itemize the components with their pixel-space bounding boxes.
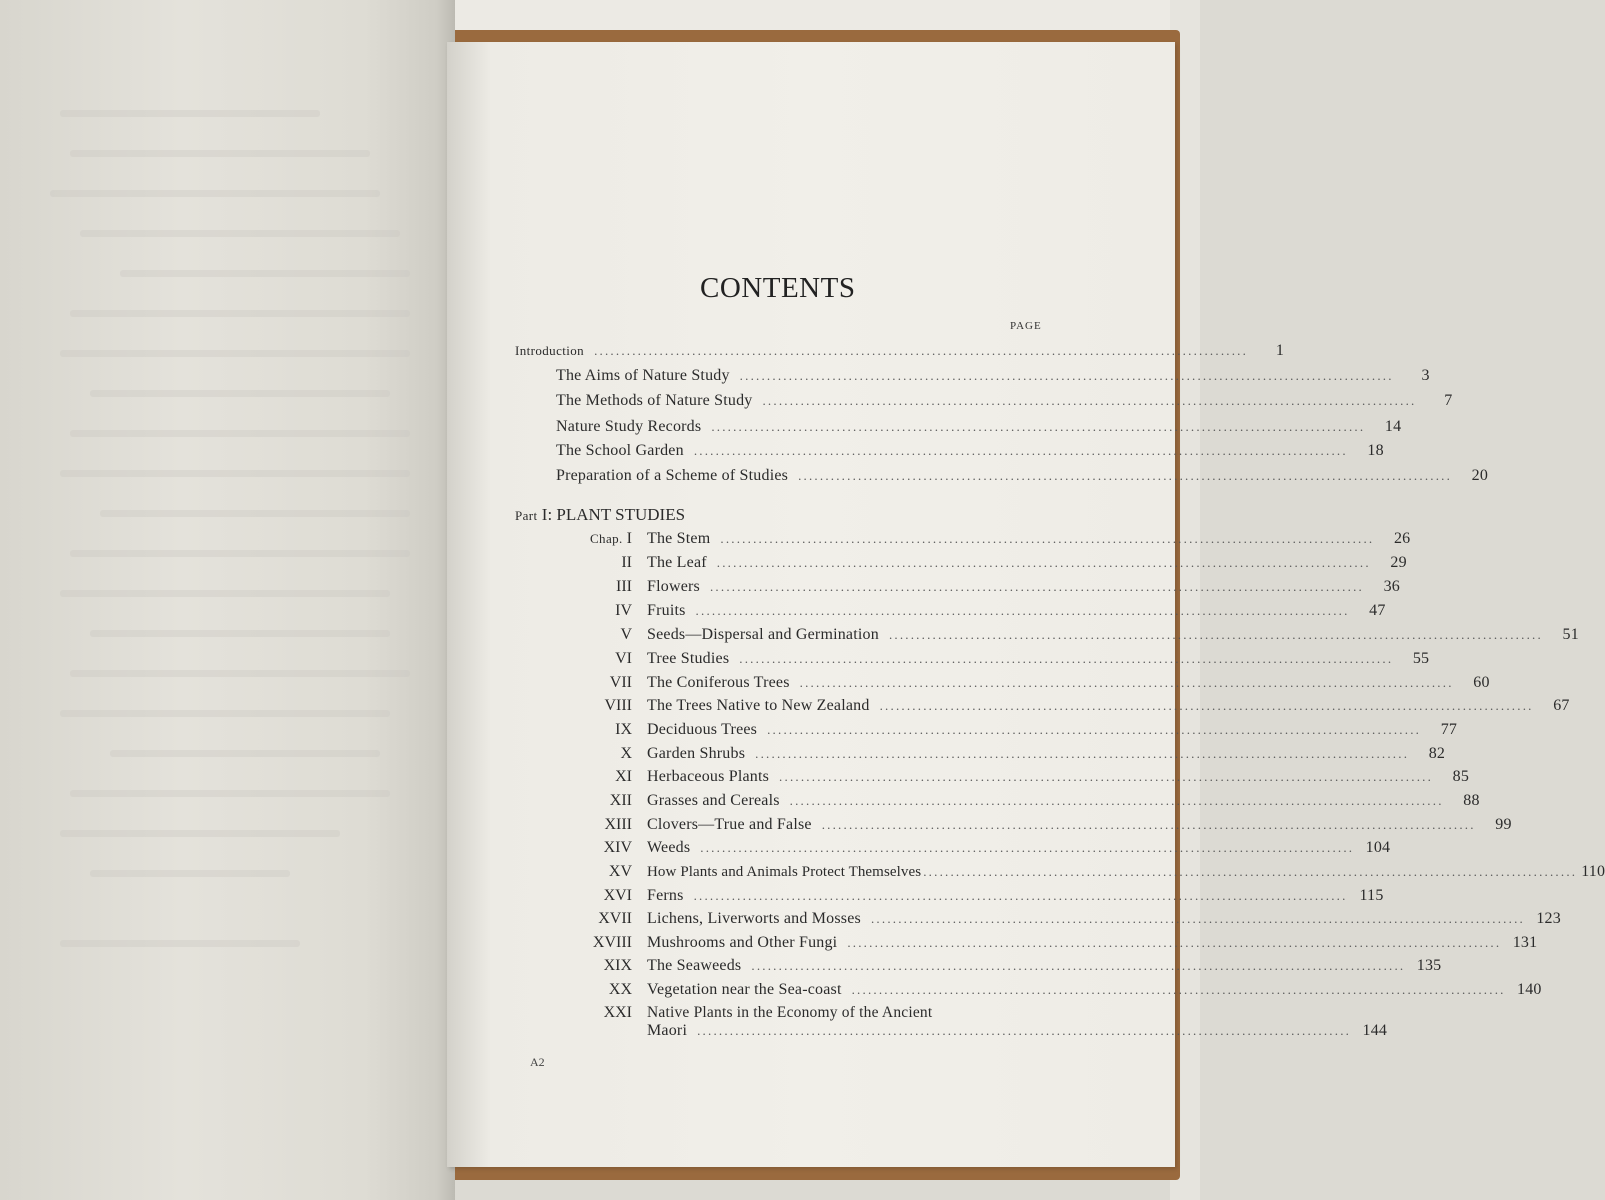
chapter-number: XVI [603, 887, 632, 904]
left-page [0, 0, 455, 1200]
toc-page-number: 131 [1512, 934, 1538, 951]
chapter-number: XII [609, 792, 632, 809]
toc-page-number: 51 [1562, 626, 1579, 643]
toc-row-chapter [647, 792, 1480, 810]
show-through-line [90, 390, 390, 397]
toc-title: Preparation of a Scheme of Studies [556, 467, 789, 484]
toc-row-chapter [647, 745, 1446, 763]
chapter-number: XIV [603, 839, 632, 856]
toc-page-number: 26 [1393, 530, 1411, 547]
toc-row-chapter [647, 768, 1470, 786]
show-through-line [50, 190, 380, 197]
dot-leader: ........................................................................................................................ [739, 651, 1394, 666]
dot-leader: ........................................................................................................................ [693, 443, 1348, 458]
toc-page-number: 104 [1365, 839, 1391, 856]
show-through-line [60, 940, 300, 947]
toc-page-number: 99 [1495, 816, 1512, 833]
toc-title: The School Garden [556, 442, 684, 459]
dot-leader: ........................................................................................................................ [789, 793, 1444, 808]
toc-page-number: 82 [1428, 745, 1446, 762]
chapter-number: VIII [604, 697, 632, 714]
dot-leader: ........................................................................................................................ [751, 958, 1406, 973]
dot-leader: ........................................................................................................................ [799, 675, 1454, 690]
show-through-line [100, 510, 410, 517]
toc-title: The Trees Native to New Zealand [647, 697, 870, 714]
toc-page-number: 55 [1412, 650, 1430, 667]
page-folio: A2 [530, 1055, 545, 1069]
dot-leader: ........................................................................................................................ [847, 935, 1502, 950]
dot-leader: ........................................................................................................................ [779, 769, 1434, 784]
dot-leader: ........................................................................................................................ [720, 531, 1375, 546]
toc-row-chapter [647, 626, 1579, 644]
toc-page-number: 110 [1581, 863, 1605, 880]
toc-page-number: 29 [1390, 554, 1407, 571]
show-through-line [70, 790, 390, 797]
toc-row-chapter [647, 530, 1411, 548]
chapter-number: XXI [603, 1004, 632, 1021]
chapter-number: VII [609, 674, 632, 691]
toc-title: The Aims of Nature Study [556, 367, 730, 384]
toc-title: Mushrooms and Other Fungi [647, 934, 838, 951]
show-through-text [0, 0, 455, 1200]
toc-page-number: 60 [1473, 674, 1490, 691]
toc-title: The Stem [647, 530, 711, 547]
toc-page-number: 144 [1362, 1022, 1388, 1039]
toc-row-intro-item [556, 442, 1384, 460]
chapter-number: XVIII [592, 934, 632, 951]
chapter-number: IX [615, 721, 632, 738]
chapter-number: II [621, 554, 632, 571]
dot-leader: ........................................................................................................................ [755, 746, 1410, 761]
dot-leader: ........................................................................................................................ [798, 468, 1453, 483]
show-through-line [60, 710, 390, 717]
chapter-number: XI [615, 768, 632, 785]
toc-row-chapter [647, 863, 1605, 881]
show-through-line [70, 150, 370, 157]
toc-page-number: 47 [1369, 602, 1386, 619]
chapter-number: IV [615, 602, 632, 619]
toc-page-number: 7 [1444, 392, 1453, 409]
toc-title: Flowers [647, 578, 700, 595]
show-through-line [60, 470, 410, 477]
dot-leader: ........................................................................................................................ [709, 579, 1364, 594]
dot-leader: ........................................................................................................................ [821, 817, 1476, 832]
show-through-line [80, 230, 400, 237]
toc-page-number: 3 [1421, 367, 1430, 384]
dot-leader: ........................................................................................................................ [695, 603, 1350, 618]
toc-page-number: 14 [1384, 418, 1402, 435]
chapter-number: V [620, 626, 632, 643]
toc-row-chapter [647, 957, 1442, 975]
toc-row-chapter [647, 934, 1538, 952]
show-through-line [70, 430, 410, 437]
toc-row-chapter [647, 721, 1458, 739]
dot-leader: ........................................................................................................................ [762, 393, 1417, 408]
dot-leader: ........................................................................................................................ [767, 722, 1422, 737]
toc-title: How Plants and Animals Protect Themselves [647, 864, 922, 880]
toc-title: Fruits [647, 602, 686, 619]
toc-title: Deciduous Trees [647, 721, 758, 738]
dot-leader: ........................................................................................................................ [711, 419, 1366, 434]
toc-row-chapter [647, 839, 1391, 857]
toc-title: Seeds—Dispersal and Germination [647, 626, 879, 643]
toc-row-chapter [647, 650, 1430, 668]
toc-page-number: 85 [1452, 768, 1470, 785]
toc-row-intro-item [556, 367, 1430, 385]
page-title: CONTENTS [700, 272, 856, 304]
toc-row-chapter [647, 981, 1542, 999]
show-through-line [60, 110, 320, 117]
show-through-line [120, 270, 410, 277]
part-prefix: Part [515, 508, 538, 523]
toc-title: Clovers—True and False [647, 816, 812, 833]
chapter-number: XV [608, 863, 632, 880]
toc-title: Herbaceous Plants [647, 768, 770, 785]
show-through-line [110, 750, 380, 757]
toc-row-intro-item [556, 467, 1489, 485]
toc-title: Ferns [647, 887, 684, 904]
toc-row-chapter-line1 [647, 1004, 1038, 1022]
toc-title: Vegetation near the Sea-coast [647, 981, 842, 998]
show-through-line [70, 310, 410, 317]
toc-page-number: 140 [1517, 981, 1542, 998]
dot-leader: ........................................................................................................................ [888, 627, 1543, 642]
toc-title: Native Plants in the Economy of the Ancient [647, 1004, 933, 1021]
toc-row-intro-item [556, 392, 1453, 410]
chapter-number: XVII [598, 910, 632, 927]
part-title: I: PLANT STUDIES [537, 505, 686, 524]
dot-leader: ........................................................................................................................ [851, 982, 1506, 997]
toc-page-number: 36 [1383, 578, 1400, 595]
chapter-number: XX [608, 981, 632, 998]
dot-leader: ........................................................................................................................ [700, 840, 1355, 855]
toc-page-number: 77 [1440, 721, 1458, 738]
toc-row-chapter [647, 816, 1512, 834]
toc-title: The Coniferous Trees [647, 674, 790, 691]
toc-title: Grasses and Cereals [647, 792, 780, 809]
dot-leader: ........................................................................................................................ [923, 864, 1578, 879]
toc-title: The Seaweeds [647, 957, 742, 974]
toc-title: Nature Study Records [556, 418, 702, 435]
toc-page-number: 67 [1553, 697, 1570, 714]
toc-row-introduction [515, 342, 1285, 360]
toc-row-chapter [647, 578, 1400, 596]
toc-row-intro-item [556, 418, 1402, 436]
part-heading [515, 505, 685, 525]
show-through-line [90, 630, 390, 637]
toc-page-number: 123 [1536, 910, 1561, 927]
toc-row-chapter [647, 674, 1490, 692]
toc-title: Introduction [515, 343, 585, 358]
toc-page-number: 115 [1359, 887, 1384, 904]
show-through-line [70, 550, 410, 557]
dot-leader: ........................................................................................................................ [594, 343, 1249, 358]
page-column-label: PAGE [1010, 320, 1042, 332]
dot-leader: ........................................................................................................................ [879, 698, 1534, 713]
show-through-line [60, 350, 410, 357]
chapter-number: III [616, 578, 632, 595]
toc-page-number: 135 [1416, 957, 1442, 974]
toc-title: Tree Studies [647, 650, 730, 667]
show-through-line [60, 830, 340, 837]
toc-page-number: 20 [1471, 467, 1489, 484]
toc-page-number: 18 [1367, 442, 1384, 459]
chapter-prefix: Chap. [589, 531, 623, 546]
show-through-line [70, 670, 410, 677]
toc-row-chapter [647, 602, 1386, 620]
toc-row-chapter [647, 887, 1384, 905]
chapter-number: Chap. I [589, 530, 632, 547]
toc-row-chapter [647, 554, 1407, 572]
toc-title: The Methods of Nature Study [556, 392, 753, 409]
toc-title: Weeds [647, 839, 691, 856]
toc-page-number: 88 [1463, 792, 1480, 809]
show-through-line [90, 870, 290, 877]
chapter-number: X [620, 745, 632, 762]
dot-leader: ........................................................................................................................ [739, 368, 1394, 383]
dot-leader: ........................................................................................................................ [697, 1023, 1352, 1038]
dot-leader: ........................................................................................................................ [693, 888, 1348, 903]
toc-title: Lichens, Liverworts and Mosses [647, 910, 861, 927]
show-through-line [60, 590, 390, 597]
toc-title: Garden Shrubs [647, 745, 746, 762]
chapter-number: XIII [604, 816, 632, 833]
toc-row-chapter [647, 910, 1561, 928]
chapter-number: VI [615, 650, 632, 667]
toc-title: The Leaf [647, 554, 707, 571]
toc-title: Maori [647, 1022, 688, 1039]
dot-leader: ........................................................................................................................ [716, 555, 1371, 570]
toc-row-chapter [647, 697, 1570, 715]
toc-row-chapter-line2 [647, 1022, 1388, 1040]
toc-page-number: 1 [1275, 342, 1285, 359]
chapter-number: XIX [603, 957, 632, 974]
dot-leader: ........................................................................................................................ [870, 911, 1525, 926]
